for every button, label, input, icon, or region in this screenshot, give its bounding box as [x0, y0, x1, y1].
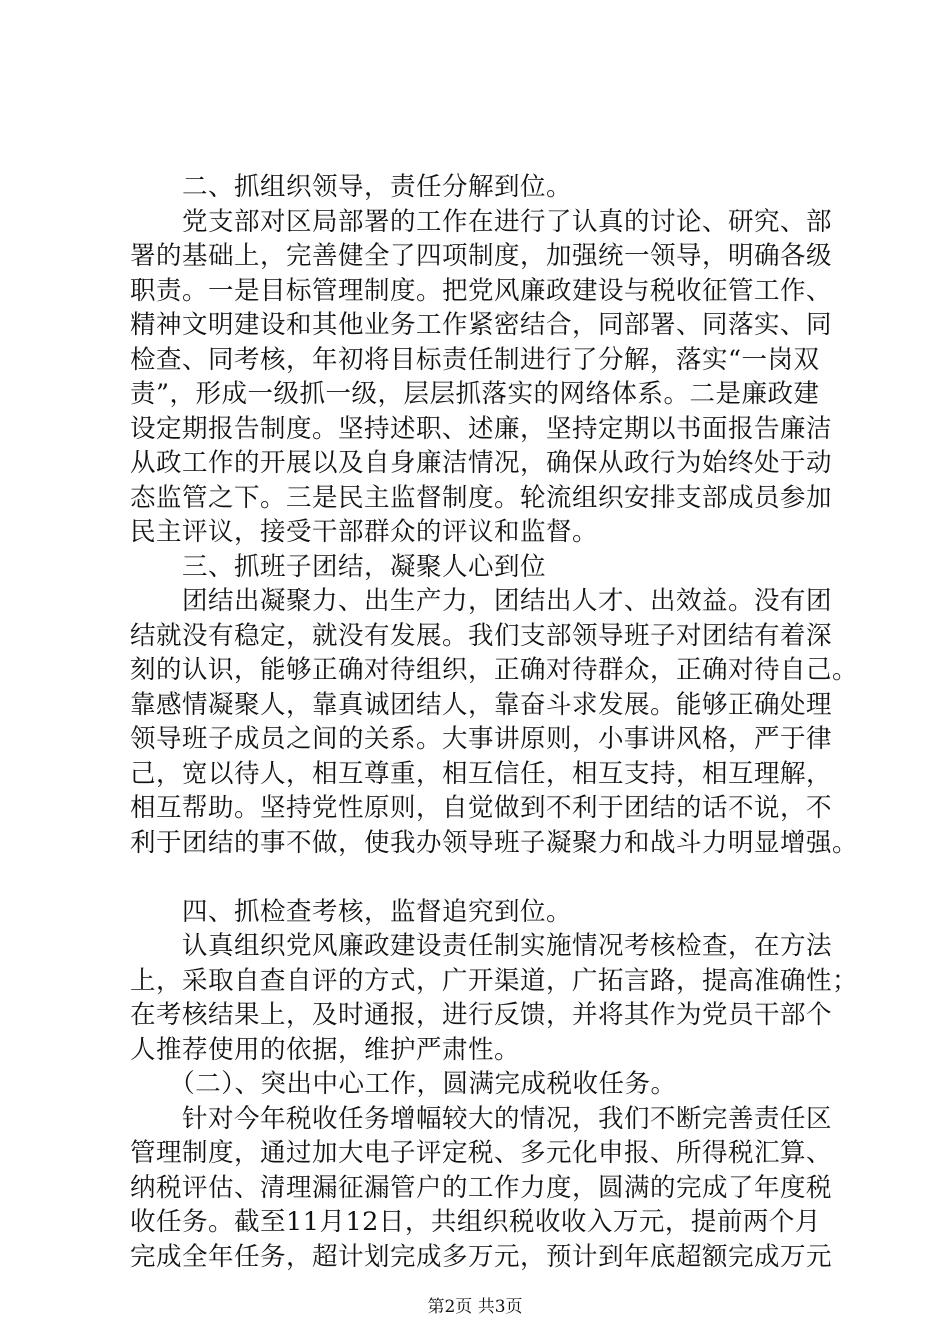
paragraph-line: 从政工作的开展以及自身廉洁情况，确保从政行为始终处于动 — [130, 448, 833, 478]
paragraph-line: 管理制度，通过加大电子评定税、多元化申报、所得税汇算、 — [130, 1138, 833, 1168]
paragraph-line: 态监管之下。三是民主监督制度。轮流组织安排支部成员参加 — [130, 483, 833, 513]
paragraph-line: 收任务。截至11月12日，共组织税收收入万元，提前两个月 — [130, 1207, 821, 1237]
paragraph-line: 己，宽以待人，相互尊重，相互信任，相互支持，相互理解， — [130, 759, 833, 789]
paragraph-line: 责”，形成一级抓一级，层层抓落实的网络体系。二是廉政建 — [130, 379, 820, 409]
paragraph-line: 靠感情凝聚人，靠真诚团结人，靠奋斗求发展。能够正确处理 — [130, 690, 833, 720]
paragraph-line: 精神文明建设和其他业务工作紧密结合，同部署、同落实、同 — [130, 310, 833, 340]
paragraph-line: 上，采取自查自评的方式，广开渠道，广拓言路，提高准确性； — [130, 966, 859, 996]
paragraph-line: 利于团结的事不做，使我办领导班子凝聚力和战斗力明显增强。 — [130, 828, 859, 858]
paragraph-line: 民主评议，接受干部群众的评议和监督。 — [130, 517, 599, 547]
section-heading: 二、抓组织领导，责任分解到位。 — [130, 172, 573, 202]
paragraph-line: 检查、同考核，年初将目标责任制进行了分解，落实“一岗双 — [130, 345, 820, 375]
paragraph-line: 相互帮助。坚持党性原则，自觉做到不利于团结的话不说，不 — [130, 793, 833, 823]
paragraph-line: 团结出凝聚力、出生产力，团结出人才、出效益。没有团 — [130, 586, 833, 616]
paragraph-line: 结就没有稳定，就没有发展。我们支部领导班子对团结有着深 — [130, 621, 833, 651]
paragraph-line: 党支部对区局部署的工作在进行了认真的讨论、研究、部 — [130, 207, 833, 237]
section-heading: （二）、突出中心工作，圆满完成税收任务。 — [130, 1069, 677, 1099]
page-footer: 第2页 共3页 — [427, 1297, 523, 1317]
paragraph-line: 职责。一是目标管理制度。把党风廉政建设与税收征管工作、 — [130, 276, 833, 306]
paragraph-line: 完成全年任务，超计划完成多万元，预计到年底超额完成万元 — [130, 1242, 833, 1272]
section-heading: 四、抓检查考核，监督追究到位。 — [130, 897, 573, 927]
paragraph-line: 人推荐使用的依据，维护严肃性。 — [130, 1035, 521, 1065]
paragraph-line: 刻的认识，能够正确对待组织，正确对待群众，正确对待自己。 — [130, 655, 859, 685]
paragraph-line: 署的基础上，完善健全了四项制度，加强统一领导，明确各级 — [130, 241, 833, 271]
paragraph-line: 纳税评估、清理漏征漏管户的工作力度，圆满的完成了年度税 — [130, 1173, 833, 1203]
paragraph-line: 针对今年税收任务增幅较大的情况，我们不断完善责任区 — [130, 1104, 833, 1134]
section-heading: 三、抓班子团结，凝聚人心到位 — [130, 552, 547, 582]
paragraph-line: 认真组织党风廉政建设责任制实施情况考核检查，在方法 — [130, 931, 833, 961]
paragraph-line: 设定期报告制度。坚持述职、述廉，坚持定期以书面报告廉洁 — [130, 414, 833, 444]
paragraph-line: 领导班子成员之间的关系。大事讲原则，小事讲风格，严于律 — [130, 724, 833, 754]
paragraph-line: 在考核结果上，及时通报，进行反馈，并将其作为党员干部个 — [130, 1000, 833, 1030]
